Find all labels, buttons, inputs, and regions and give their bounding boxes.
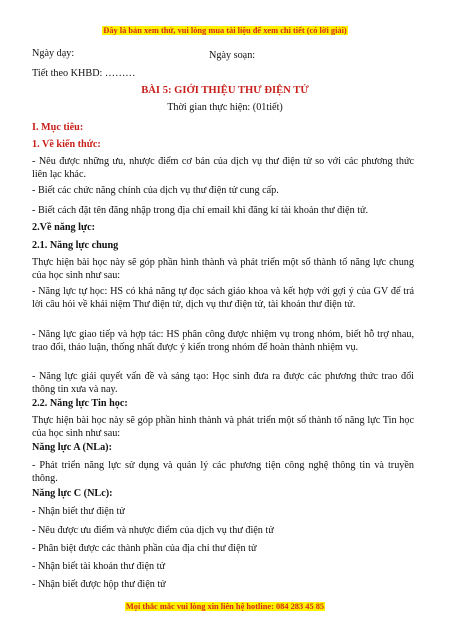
knowledge-item-1: - Nêu được những ưu, nhược điểm cơ bản của dịch vụ thư điện tử so với các phương thức liên lạc khác.	[32, 156, 414, 181]
subheading-knowledge: 1. Về kiến thức:	[32, 139, 101, 150]
section-heading-objectives: I. Mục tiêu:	[32, 122, 84, 133]
preview-banner: Đây là bản xem thử, vui lòng mua tài liệu để xem chi tiết (có lời giải)	[103, 26, 347, 35]
problem-solving-competence: - Năng lực giải quyết vấn đề và sáng tạo: Học sinh đưa ra được các phương thức trao đổi thông tin xưa và nay.	[32, 371, 414, 396]
competence-c-item: - Phân biệt được các thành phần của địa chỉ thư điện tử	[32, 543, 257, 554]
tiet-label: Tiết theo KHBD: ………	[32, 68, 136, 79]
competence-c-item: - Nhận biết thư điện tử	[32, 506, 125, 517]
subheading-general-competence: 2.1. Năng lực chung	[32, 240, 119, 251]
hotline-banner: Mọi thắc mắc vui lòng xin liên hệ hotline: 084 283 45 85	[125, 602, 325, 611]
competence-c-item: - Nhận biết được hộp thư điện tử	[32, 579, 166, 590]
subheading-competence: 2.Về năng lực:	[32, 222, 95, 233]
competence-c-item: - Nhận biết tài khoản thư điện tử	[32, 561, 165, 572]
self-study-competence: - Năng lực tự học: HS có khả năng tự đọc sách giáo khoa và kết hợp với gợi ý của GV để trả lời câu hỏi về khái niệm Thư điện tử, dịch vụ thư điện tử, tài khoản thư điện tử.	[32, 286, 414, 311]
communication-competence: - Năng lực giao tiếp và hợp tác: HS phân công được nhiệm vụ trong nhóm, biết hỗ trợ nhau, trao đổi, thảo luận, thống nhất được ý kiến trong nhóm để hoàn thành nhiệm vụ.	[32, 329, 414, 354]
competence-c-label: Năng lực C (NLc):	[32, 488, 113, 499]
competence-a-label: Năng lực A (NLa):	[32, 442, 112, 453]
ngay-soan-label: Ngày soạn:	[209, 50, 256, 61]
subheading-it-competence: 2.2. Năng lực Tin học:	[32, 398, 128, 409]
lesson-title: BÀI 5: GIỚI THIỆU THƯ ĐIỆN TỬ	[141, 85, 309, 96]
ngay-day-label: Ngày dạy:	[32, 48, 75, 59]
knowledge-item-2: - Biết các chức năng chính của dịch vụ thư điện tử cung cấp.	[32, 185, 279, 196]
lesson-time: Thời gian thực hiện: (01tiết)	[167, 102, 283, 113]
competence-a-text: - Phát triển năng lực sử dụng và quản lý các phương tiện công nghệ thông tin và truyền thông.	[32, 460, 414, 485]
general-intro: Thực hiện bài học này sẽ góp phần hình thành và phát triển một số thành tố năng lực chung của học sinh như sau:	[32, 257, 414, 282]
it-intro: Thực hiện bài học này sẽ góp phần hình thành và phát triển một số thành tố năng lực Tin học của học sinh như sau:	[32, 415, 414, 440]
knowledge-item-3: - Biết cách đặt tên đăng nhập trong địa chỉ email khi đăng kí tài khoản thư điện tử.	[32, 205, 369, 216]
competence-c-item: - Nêu được ưu điểm và nhược điểm của dịch vụ thư điện tử	[32, 525, 274, 536]
